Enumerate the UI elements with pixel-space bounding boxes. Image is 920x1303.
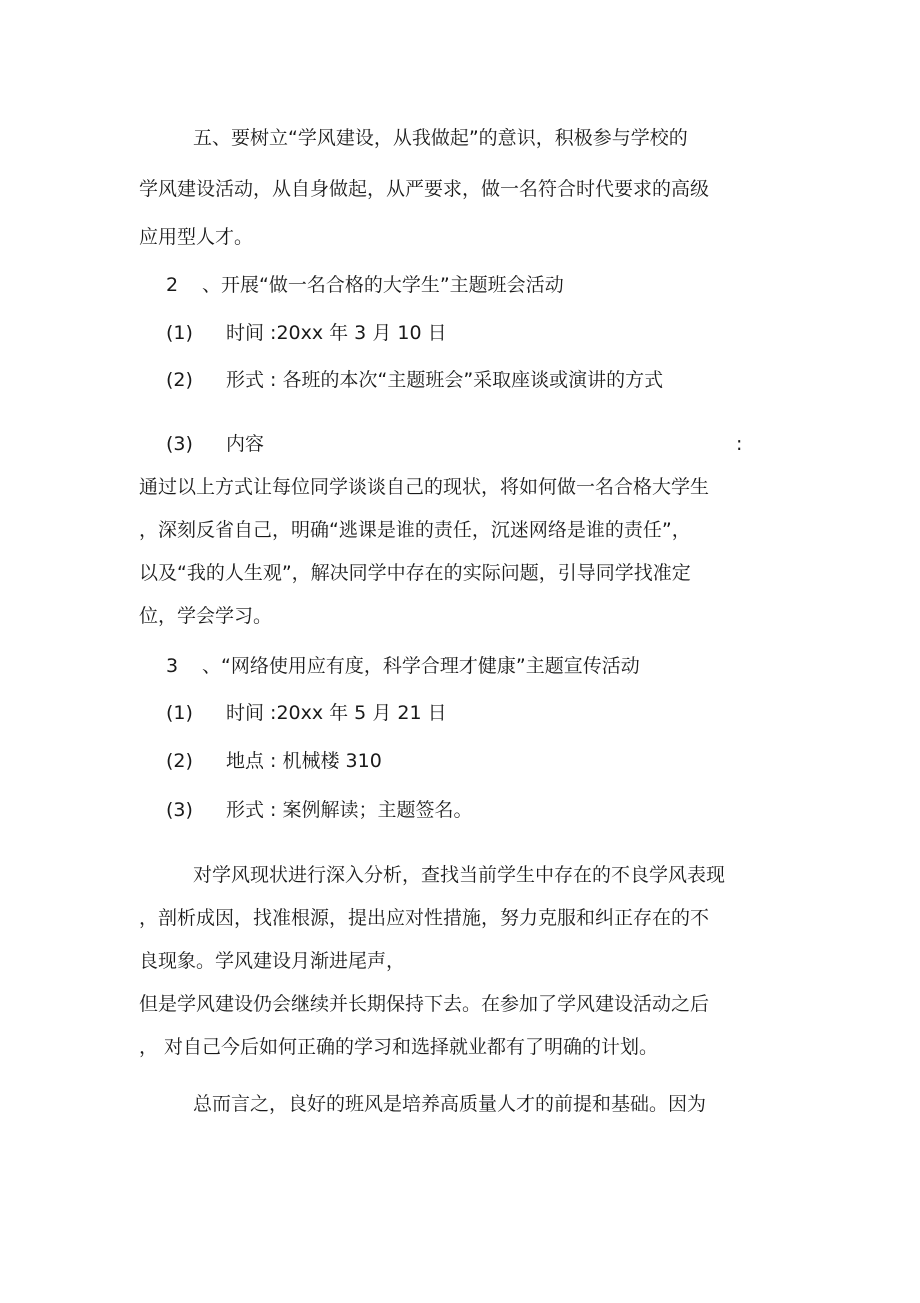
section-2-title: 、开展“做一名合格的大学生”主题班会活动 — [202, 274, 564, 296]
section-3-item-3-text: 形式 : 案例解读；主题签名。 — [226, 799, 473, 821]
section-2-item-3-text: 内容 — [226, 433, 265, 455]
section-2-content-line-3: 以及“我的人生观”，解决同学中存在的实际问题，引导同学找准定 — [139, 562, 691, 584]
section-2-content-line-1: 通过以上方式让每位同学谈谈自己的现状，将如何做一名合格大学生 — [139, 476, 710, 498]
section-3-item-2-number: (2) — [166, 750, 193, 772]
section-3-item-1-number: (1) — [166, 702, 193, 724]
section-2-item-3-number: (3) — [166, 433, 193, 455]
section-2-item-1-number: (1) — [166, 322, 193, 344]
section-3-item-2-text: 地点 : 机械楼 310 — [226, 750, 382, 772]
paragraph-2-line-1: 对学风现状进行深入分析，查找当前学生中存在的不良学风表现 — [193, 864, 726, 886]
section-2-item-3-colon: : — [736, 433, 743, 455]
paragraph-3-line-1: 总而言之，良好的班风是培养高质量人才的前提和基础。因为 — [193, 1093, 707, 1115]
paragraph-1-line-3: 应用型人才。 — [139, 226, 254, 248]
section-2-content-line-4: 位，学会学习。 — [139, 605, 273, 627]
section-2-item-2-text: 形式 : 各班的本次“主题班会”采取座谈或演讲的方式 — [226, 369, 664, 391]
paragraph-2-line-3: 良现象。学风建设月渐进尾声， — [139, 950, 406, 972]
paragraph-2-line-5: ， 对自己今后如何正确的学习和选择就业都有了明确的计划。 — [139, 1036, 659, 1058]
section-3-item-1-text: 时间 :20xx 年 5 月 21 日 — [226, 702, 447, 724]
section-3-title: 、“网络使用应有度，科学合理才健康”主题宣传活动 — [202, 655, 640, 677]
section-3-number: 3 — [166, 655, 179, 677]
section-2-content-line-2: ，深刻反省自己，明确“逃课是谁的责任，沉迷网络是谁的责任”， — [139, 519, 691, 541]
section-2-item-2-number: (2) — [166, 369, 193, 391]
section-2-number: 2 — [166, 274, 179, 296]
paragraph-1-line-1: 五、要树立“学风建设，从我做起”的意识，积极参与学校的 — [193, 127, 688, 149]
paragraph-2-line-2: ，剖析成因，找准根源，提出应对性措施，努力克服和纠正存在的不 — [139, 907, 710, 929]
section-2-item-1-text: 时间 :20xx 年 3 月 10 日 — [226, 322, 447, 344]
paragraph-2-line-4: 但是学风建设仍会继续并长期保持下去。在参加了学风建设活动之后 — [139, 993, 710, 1015]
section-3-item-3-number: (3) — [166, 799, 193, 821]
paragraph-1-line-2: 学风建设活动，从自身做起，从严要求，做一名符合时代要求的高级 — [139, 178, 710, 200]
